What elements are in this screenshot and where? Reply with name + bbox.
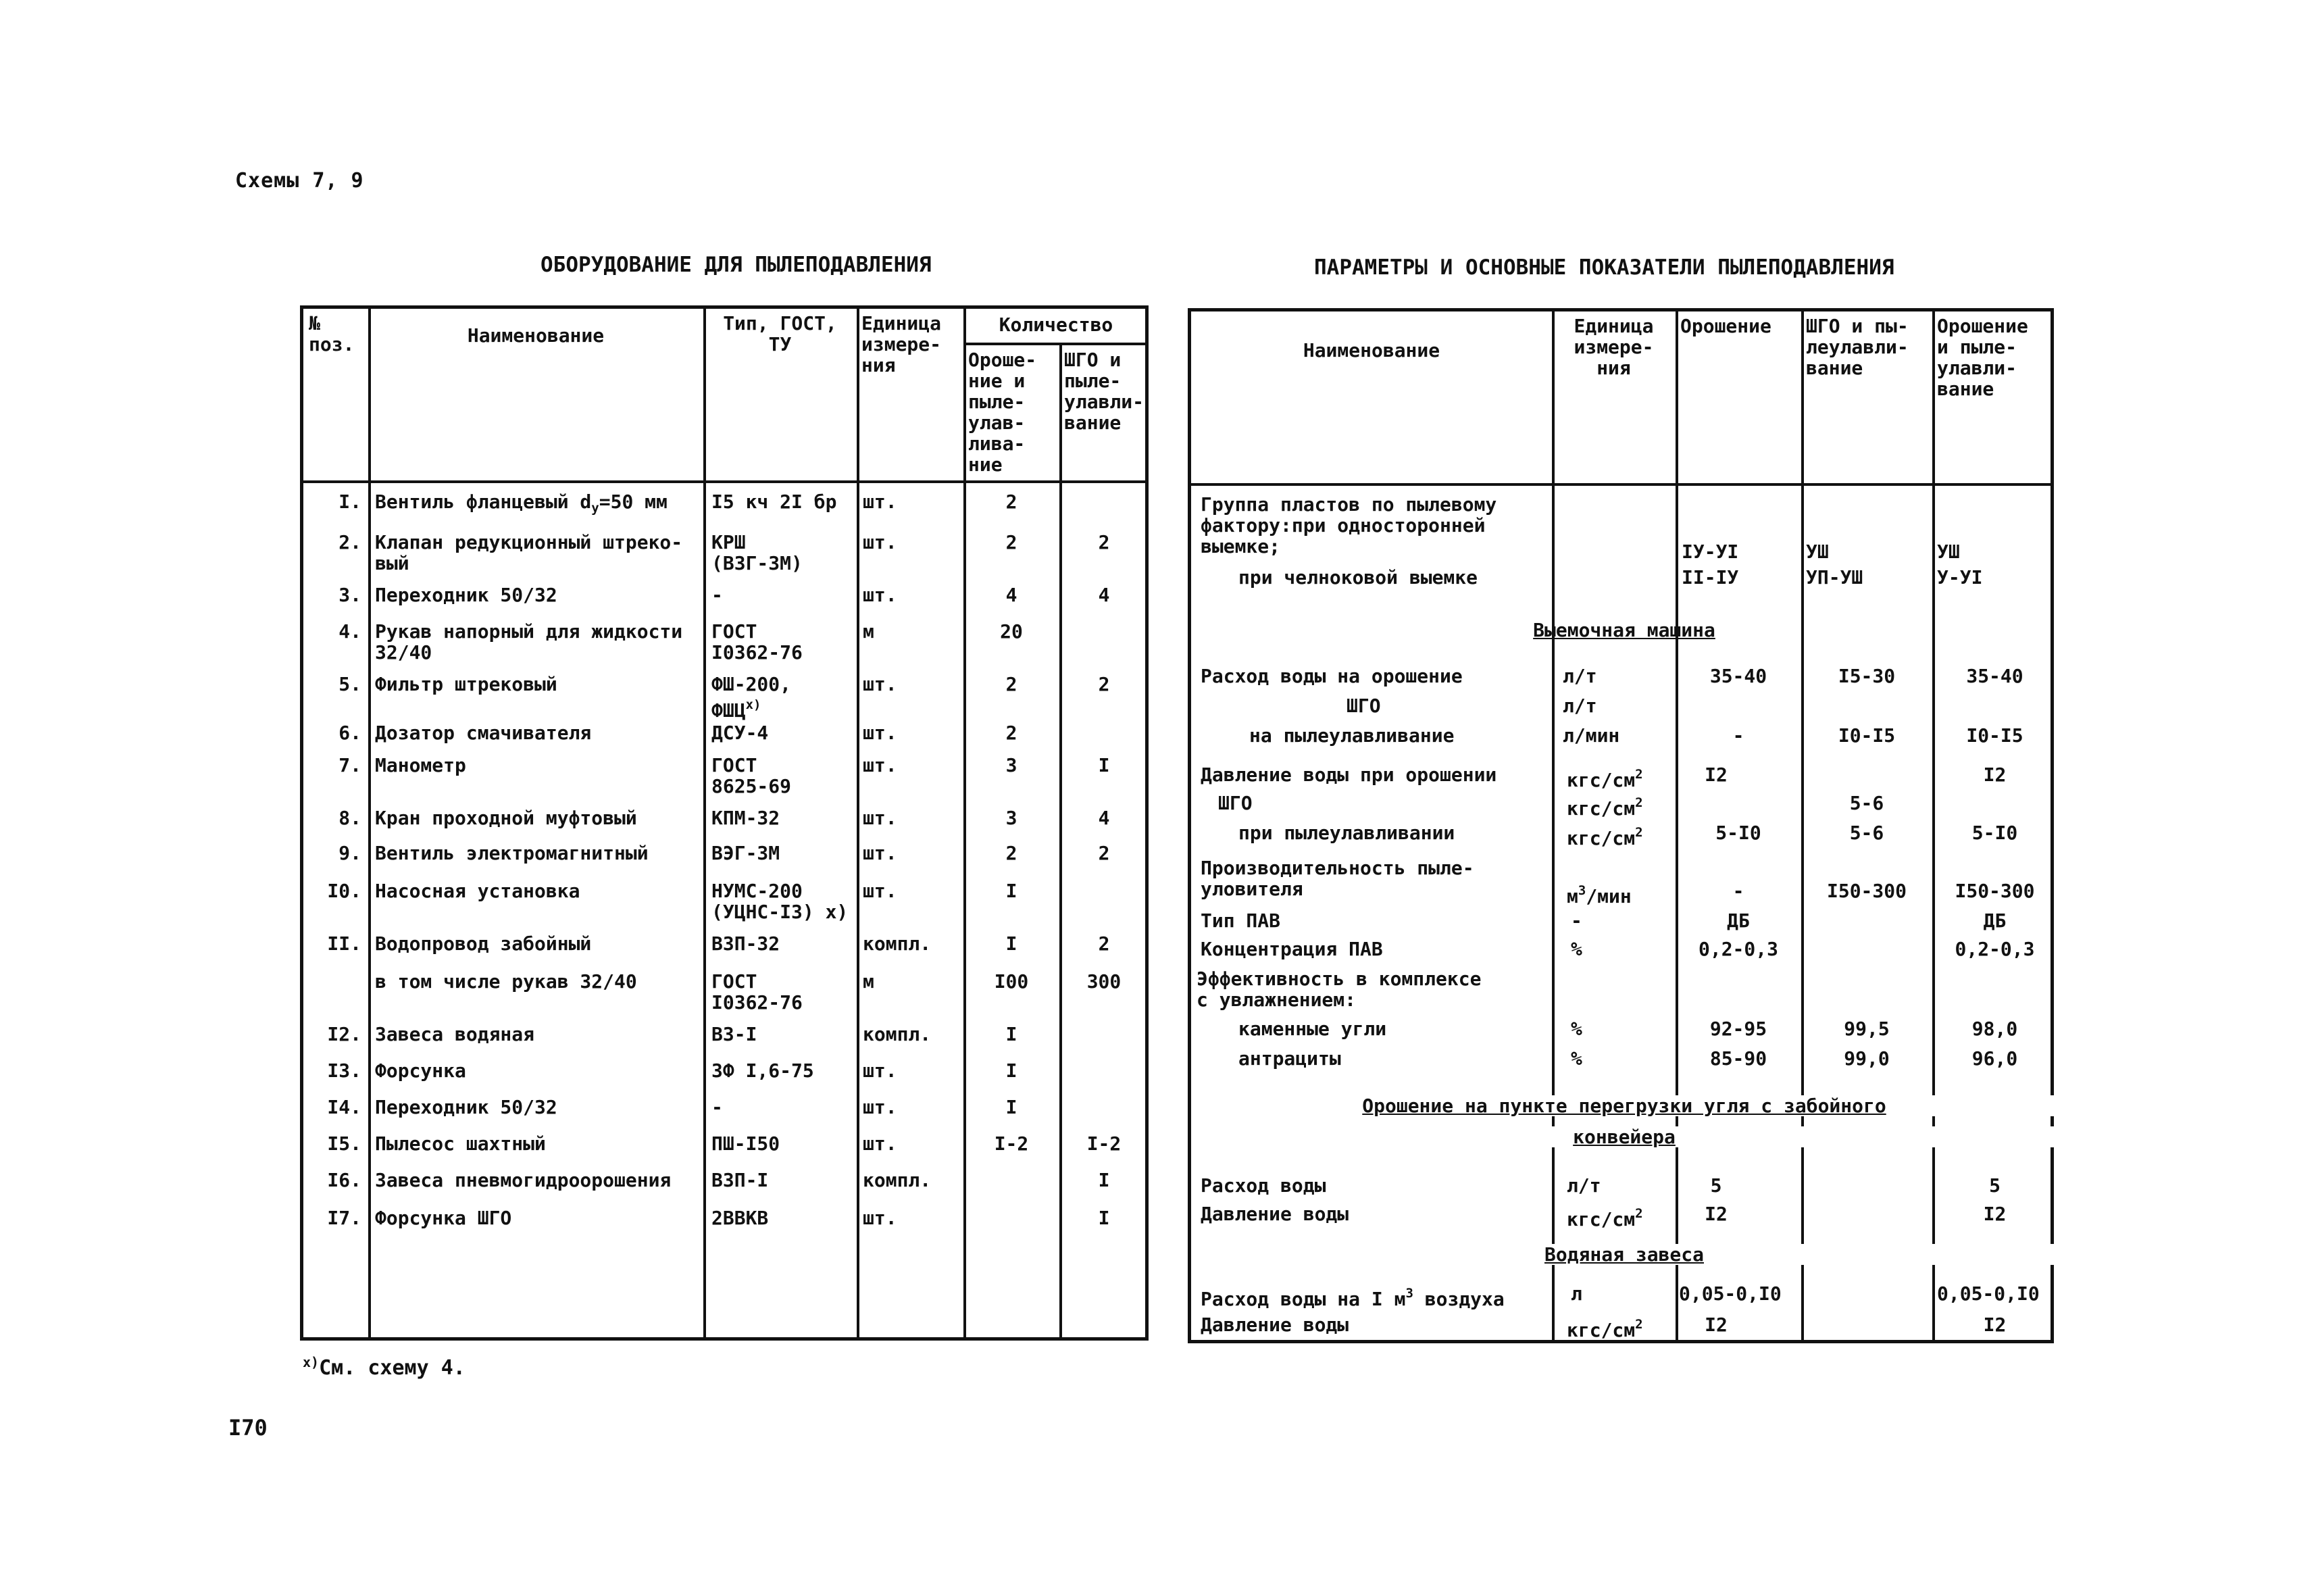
r-s2-u2-sup: 2 — [1635, 1206, 1643, 1221]
row-unit: шт. — [863, 673, 897, 695]
r-group-name: Группа пластов по пылевому фактору:при односторонней выемке; — [1201, 493, 1497, 557]
row-name: Переходник 50/32 — [375, 584, 557, 606]
r-section-curtain: Водяная завеса — [1191, 1244, 2057, 1265]
row-number: II. — [327, 932, 361, 955]
r-eff-c2a: 99,5 — [1844, 1018, 1890, 1040]
row-name: Переходник 50/32 — [375, 1096, 557, 1118]
row-name: Манометр — [375, 754, 466, 776]
r-s2-c1b: I2 — [1705, 1203, 1728, 1225]
row-name: Завеса пневмогидроорошения — [375, 1169, 672, 1191]
r-water-name2: ШГО — [1347, 695, 1381, 717]
r-water-c3a: 35-40 — [1966, 665, 2023, 687]
r-eff-u2: % — [1571, 1047, 1582, 1070]
row-unit: м — [863, 620, 874, 643]
r-s3-u2-text: кгс/см — [1567, 1319, 1636, 1341]
r-section-machine: Выемочная машина — [1533, 619, 1715, 641]
r-s3-u2 — [1567, 1314, 1643, 1341]
r-press-c3c: 5-I0 — [1971, 822, 2018, 844]
r-s3-c1b: I2 — [1705, 1314, 1728, 1336]
row-number: 5. — [338, 673, 361, 695]
r-col-header-c2: ШГО и пы- леулавли- вание — [1806, 315, 1909, 379]
r-group-c2a: УШ — [1806, 541, 1829, 563]
row-name: Насосная установка — [375, 880, 580, 902]
row-type: 2ВВКВ — [711, 1207, 769, 1229]
r-prod-c3: I50-300 — [1955, 880, 2035, 902]
row-number: 2. — [338, 531, 361, 553]
row-type: ЗФ I,6-75 — [711, 1059, 814, 1082]
col-header-name: Наименование — [467, 324, 605, 347]
row-number: I4. — [327, 1096, 361, 1118]
r-conc-c3: 0,2-0,3 — [1955, 938, 2035, 960]
scheme-label: Схемы 7, 9 — [235, 169, 364, 193]
row-qty-2: I — [1098, 754, 1110, 776]
r-eff-c3a: 98,0 — [1971, 1018, 2018, 1040]
r-eff-name3: антрациты — [1238, 1047, 1341, 1070]
row-qty-1: 4 — [1005, 584, 1017, 606]
r-water-name3: на пылеулавливание — [1249, 724, 1455, 747]
row-number: I7. — [327, 1207, 361, 1229]
row-unit: шт. — [863, 722, 897, 744]
r-prod-name: Производительность пыле- уловителя — [1201, 857, 1474, 900]
r-s2-name: Расход воды — [1201, 1174, 1326, 1197]
col-header-type: Тип, ГОСТ, ТУ — [723, 312, 837, 355]
r-group-c1a: IУ-УI — [1682, 541, 1739, 563]
row-number: I5. — [327, 1132, 361, 1155]
row-number: I6. — [327, 1169, 361, 1191]
r-s3-u1: л — [1571, 1282, 1582, 1305]
row-qty-1: I — [1005, 1096, 1017, 1118]
r-eff-c1a: 92-95 — [1709, 1018, 1767, 1040]
row-qty-1: 2 — [1005, 673, 1017, 695]
footnote-mark: х) — [303, 1354, 320, 1370]
r-eff-c3b: 96,0 — [1971, 1047, 2018, 1070]
r-water-u1: л/т — [1563, 665, 1597, 687]
r-water-c1a: 35-40 — [1709, 665, 1767, 687]
r-prod-u-end: /мин — [1586, 885, 1632, 907]
parameters-table — [1188, 308, 2054, 1343]
r-press-u1-text: кгс/см — [1567, 769, 1636, 791]
row-qty-2: I-2 — [1086, 1132, 1122, 1155]
r-press-c1a: I2 — [1705, 764, 1728, 786]
row-number: I3. — [327, 1059, 361, 1082]
row-type: ДСУ-4 — [711, 722, 769, 744]
r-water-c2a: I5-30 — [1838, 665, 1896, 687]
row-qty-1: 2 — [1005, 842, 1017, 864]
row-qty-1: 3 — [1005, 807, 1017, 829]
row-unit: шт. — [863, 491, 897, 513]
r-press-u2-text: кгс/см — [1567, 797, 1636, 820]
r-col-header-name: Наименование — [1303, 339, 1440, 361]
right-table-title: ПАРАМЕТРЫ И ОСНОВНЫЕ ПОКАЗАТЕЛИ ПЫЛЕПОДАВЛЕНИЯ — [1314, 255, 1894, 280]
r-s3-name-end: воздуха — [1413, 1288, 1505, 1310]
r-press-c3a: I2 — [1983, 764, 2007, 786]
row-number: I. — [338, 491, 361, 513]
row-qty-1: 2 — [1005, 491, 1017, 513]
r-group-c1b: II-IУ — [1682, 566, 1739, 589]
row-unit: шт. — [863, 842, 897, 864]
row-qty-1: I00 — [994, 970, 1029, 993]
r-conc-c1: 0,2-0,3 — [1698, 938, 1778, 960]
row-type — [711, 674, 857, 721]
row-number: 9. — [338, 842, 361, 864]
r-s2-u2 — [1567, 1203, 1643, 1230]
row-qty-1: I — [1005, 1059, 1017, 1082]
row-qty-2: 2 — [1098, 932, 1110, 955]
row-unit: шт. — [863, 1059, 897, 1082]
row-name: Кран проходной муфтовый — [375, 807, 637, 829]
r-prod-u-text: м — [1567, 885, 1578, 907]
row-qty-2: 2 — [1098, 531, 1110, 553]
r-pav-u: - — [1571, 909, 1582, 932]
row-unit: шт. — [863, 807, 897, 829]
row-qty-1: I-2 — [994, 1132, 1029, 1155]
r-s3-name2: Давление воды — [1201, 1314, 1349, 1336]
r-water-c2c: I0-I5 — [1838, 724, 1896, 747]
row-name: Форсунка ШГО — [375, 1207, 512, 1229]
row-type: ГОСТ I0362-76 — [711, 970, 803, 1014]
row-qty-2: I — [1098, 1169, 1110, 1191]
r-water-c3c: I0-I5 — [1966, 724, 2023, 747]
row-name: Пылесос шахтный — [375, 1132, 546, 1155]
row-qty-2: 2 — [1098, 673, 1110, 695]
row-name: Клапан редукционный штреко- вый — [375, 531, 683, 574]
row-name: в том числе рукав 32/40 — [375, 970, 637, 993]
r-s2-u1: л/т — [1567, 1174, 1601, 1197]
r-s3-name-sup: 3 — [1405, 1286, 1413, 1301]
r-press-u1-sup: 2 — [1635, 767, 1643, 782]
row-qty-1: I — [1005, 880, 1017, 902]
r-section-reload: Орошение на пункте перегрузки угля с забойного — [1191, 1095, 2057, 1116]
r-eff-name2: каменные угли — [1238, 1018, 1387, 1040]
row-type: ГОСТ I0362-76 — [711, 620, 803, 664]
r-s3-c3b: I2 — [1983, 1314, 2007, 1336]
row-unit: шт. — [863, 1207, 897, 1229]
r-group-c2b: УП-УШ — [1806, 566, 1863, 589]
r-col-header-c3: Орошение и пыле- улавли- вание — [1937, 315, 2028, 400]
r-s3-name-text: Расход воды на I м — [1201, 1288, 1406, 1310]
row-unit: компл. — [863, 1023, 932, 1045]
r-press-u3-text: кгс/см — [1567, 827, 1636, 849]
r-col-header-unit: Единица измере- ния — [1574, 315, 1654, 379]
row-qty-2: 2 — [1098, 842, 1110, 864]
r-s3-name — [1201, 1283, 1505, 1310]
row-qty-1: I — [1005, 1023, 1017, 1045]
equipment-table — [300, 305, 1149, 1341]
r-pav-c1: ДБ — [1727, 909, 1750, 932]
row-unit: шт. — [863, 754, 897, 776]
col-header-qty: Количество — [999, 314, 1113, 336]
row-name: Завеса водяная — [375, 1023, 535, 1045]
row-unit: шт. — [863, 531, 897, 553]
r-press-name: Давление воды при орошении — [1201, 764, 1497, 786]
page-number: I70 — [228, 1415, 268, 1441]
r-pav-name: Тип ПАВ — [1201, 909, 1281, 932]
r-conc-u: % — [1571, 938, 1582, 960]
r-press-u3-sup: 2 — [1635, 825, 1643, 840]
r-pav-c3: ДБ — [1983, 909, 2007, 932]
row-type: ВЗП-I — [711, 1169, 769, 1191]
row-type: - — [711, 584, 723, 606]
row-unit: компл. — [863, 1169, 932, 1191]
row-name: Форсунка — [375, 1059, 466, 1082]
r-col-header-c1: Орошение — [1680, 315, 1771, 337]
r-eff-u1: % — [1571, 1018, 1582, 1040]
r-eff-c2b: 99,0 — [1844, 1047, 1890, 1070]
r-prod-c1: - — [1732, 880, 1744, 902]
r-prod-u-sup: 3 — [1578, 883, 1586, 898]
row-type-sup: х) — [745, 697, 761, 712]
row-name-sub: у — [591, 501, 599, 516]
row-qty-2: 4 — [1098, 807, 1110, 829]
row-type: ВЭГ-3М — [711, 842, 780, 864]
r-group-name2: при челноковой выемке — [1238, 566, 1478, 589]
r-water-u3: л/мин — [1563, 724, 1620, 747]
row-qty-2: 300 — [1086, 970, 1122, 993]
row-type: КРШ (ВЗГ-3М) — [711, 531, 803, 574]
row-unit: шт. — [863, 584, 897, 606]
col-header-q1: Ороше- ние и пыле- улав- лива- ние — [968, 349, 1037, 476]
r-s3-c1a: 0,05-0,I0 — [1679, 1282, 1782, 1305]
footnote — [303, 1354, 466, 1380]
row-number: 8. — [338, 807, 361, 829]
row-name-end: =50 мм — [599, 491, 668, 513]
r-section-reload-2: конвейера — [1191, 1126, 2057, 1147]
row-type: - — [711, 1096, 723, 1118]
r-s2-c3b: I2 — [1983, 1203, 2007, 1225]
row-type: I5 кч 2I бр — [711, 491, 837, 513]
row-type: ГОСТ 8625-69 — [711, 754, 792, 797]
r-water-u2: л/т — [1563, 695, 1597, 717]
row-type: ВЗ-I — [711, 1023, 757, 1045]
row-qty-1: 2 — [1005, 722, 1017, 744]
r-s2-c1a: 5 — [1710, 1174, 1722, 1197]
col-header-num: № поз. — [309, 312, 355, 355]
r-water-c1c: - — [1732, 724, 1744, 747]
row-unit: шт. — [863, 1096, 897, 1118]
r-group-c3a: УШ — [1937, 541, 1960, 563]
row-name: Вентиль электромагнитный — [375, 842, 649, 864]
r-press-u3 — [1567, 822, 1643, 849]
row-qty-1: 2 — [1005, 531, 1017, 553]
row-type: ПШ-I50 — [711, 1132, 780, 1155]
row-number: 3. — [338, 584, 361, 606]
row-qty-1: 20 — [1000, 620, 1023, 643]
row-name: Дозатор смачивателя — [375, 722, 592, 744]
row-name: Водопровод забойный — [375, 932, 592, 955]
r-s2-u2-text: кгс/см — [1567, 1208, 1636, 1230]
r-s2-name2: Давление воды — [1201, 1203, 1349, 1225]
row-name: Рукав напорный для жидкости 32/40 — [375, 620, 683, 664]
row-type: КПМ-32 — [711, 807, 780, 829]
row-unit: шт. — [863, 1132, 897, 1155]
row-unit: шт. — [863, 880, 897, 902]
r-eff-c1b: 85-90 — [1709, 1047, 1767, 1070]
row-name — [375, 491, 703, 519]
row-number: 7. — [338, 754, 361, 776]
row-type-text: ФШ-200, ФШЦ — [711, 673, 792, 722]
row-number: I2. — [327, 1023, 361, 1045]
r-s2-c3a: 5 — [1989, 1174, 2001, 1197]
r-prod-c2: I50-300 — [1826, 880, 1907, 902]
row-unit: м — [863, 970, 874, 993]
row-number: 6. — [338, 722, 361, 744]
left-table-title: ОБОРУДОВАНИЕ ДЛЯ ПЫЛЕПОДАВЛЕНИЯ — [540, 253, 932, 277]
row-unit: компл. — [863, 932, 932, 955]
r-eff-name: Эффективность в комплексе с увлажнением: — [1197, 968, 1482, 1011]
footnote-text: См. схему 4. — [319, 1356, 466, 1380]
row-qty-1: 3 — [1005, 754, 1017, 776]
r-press-c2c: 5-6 — [1849, 822, 1884, 844]
row-type: НУМС-200 (УЦНС-I3) х) — [711, 880, 849, 923]
r-conc-name: Концентрация ПАВ — [1201, 938, 1383, 960]
row-qty-2: 4 — [1098, 584, 1110, 606]
r-water-name: Расход воды на орошение — [1201, 665, 1463, 687]
row-number: 4. — [338, 620, 361, 643]
row-qty-2: I — [1098, 1207, 1110, 1229]
col-header-q2: ШГО и пыле- улавли- вание — [1064, 349, 1145, 434]
row-number: I0. — [327, 880, 361, 902]
row-qty-1: I — [1005, 932, 1017, 955]
r-press-u2 — [1567, 793, 1643, 819]
r-group-c3b: У-УI — [1937, 566, 1983, 589]
col-header-unit: Единица измере- ния — [861, 312, 942, 376]
row-name: Фильтр штрековый — [375, 673, 557, 695]
r-press-name3: при пылеулавливании — [1238, 822, 1455, 844]
r-press-c1c: 5-I0 — [1715, 822, 1761, 844]
r-press-u2-sup: 2 — [1635, 795, 1643, 810]
r-s3-u2-sup: 2 — [1635, 1317, 1643, 1332]
r-press-u1 — [1567, 764, 1643, 791]
r-press-name2: ШГО — [1218, 792, 1253, 814]
r-s3-c3a: 0,05-0,I0 — [1937, 1282, 2040, 1305]
r-press-c2b: 5-6 — [1849, 792, 1884, 814]
r-prod-u — [1567, 880, 1632, 907]
row-type: ВЗП-32 — [711, 932, 780, 955]
row-name-text: Вентиль фланцевый d — [375, 491, 592, 513]
